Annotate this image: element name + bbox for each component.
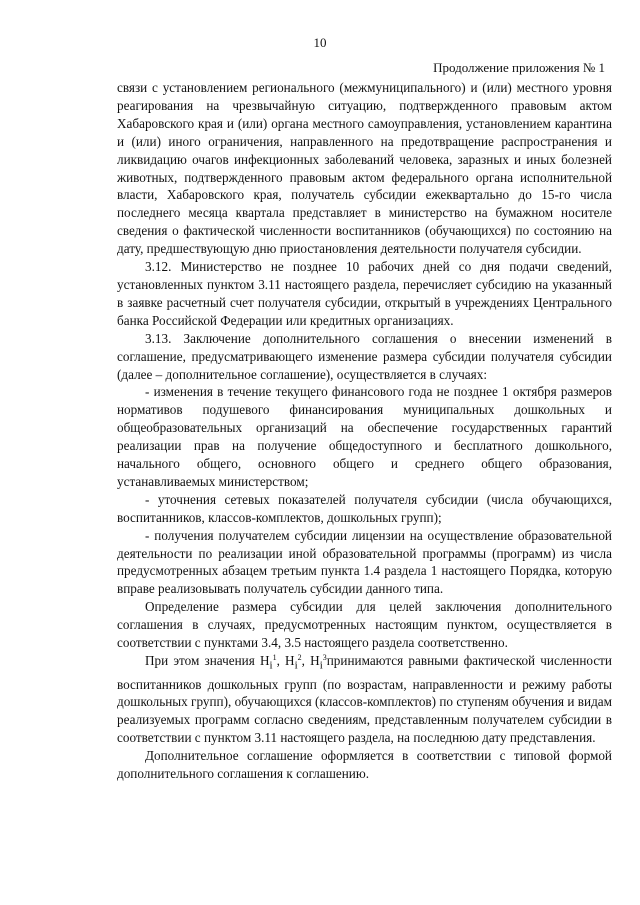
paragraph-additional-agreement: Дополнительное соглашение оформляется в соответствии с типовой формой дополнительного соглашения к соглашению. — [117, 748, 612, 782]
appendix-continuation-note: Продолжение приложения № 1 — [433, 60, 605, 75]
paragraph-continuation: связи с установлением регионального (межмуниципального) и (или) местного уровня реагирования на чрезвычайную ситуацию, подтвержденного правовым актом Хабаровского края и (или) органа местного самоуправления, установлением карантина и (или) иного ограничения, направленного на предотвращение распространения и ликвидацию очагов инфекционных заболеваний человека, заразных и иных болезней животных, подтвержденного правовым актом федерального органа исполнительной власти, Хабаровского края, получатель субсидии ежеквартально до 15-го числа последнего месяца квартала представляет в министерство на бумажном носителе сведения о фактической численности воспитанников (обучающихся) по состоянию на дату, предшествующую дню приостановления деятельности получателя субсидии. — [117, 80, 612, 257]
paragraph-3-12: 3.12. Министерство не позднее 10 рабочих дней со дня подачи сведений, установленных пунктом 3.11 настоящего раздела, перечисляет субсидию на указанный в заявке расчетный счет получателя субсидии, открытый в учреждениях Центрального банка Российской Федерации или кредитных организациях. — [117, 259, 612, 328]
paragraph-subsidy-determination: Определение размера субсидии для целей заключения дополнительного соглашения в случаях, предусмотренных настоящим пунктом, осуществляется в соответствии с пунктами 3.4, 3.5 настоящего раздела соответственно. — [117, 599, 612, 651]
list-item-network-indicators: - уточнения сетевых показателей получателя субсидии (числа обучающихся, воспитанников, классов-комплектов, дошкольных групп); — [117, 491, 612, 525]
list-item-license: - получения получателем субсидии лицензии на осуществление образовательной деятельности по реализации иной образовательной программы (программ) из числа предусмотренных абзацем третьим пункта 1.4 раздела 1 настоящего Порядка, которую вправе реализовывать получатель субсидии данного типа. — [117, 527, 612, 597]
paragraph-values-formula: При этом значения $Н_i^1$, $Н_i^2$, $Н_i^3принимаются$ равными фактической численности воспитанников дошкольных групп (по возрастам, направленности и режиму работы дошкольных групп), обучающихся (классов-комплектов) по ступеням обучения и видам реализуемых программ согласно сведениям, представленным получателем субсидии в соответствии с пунктом 3.11 настоящего раздела, на последнюю дату представления. — [117, 653, 612, 746]
paragraph-3-13: 3.13. Заключение дополнительного соглашения о внесении изменений в соглашение, предусматривающего изменение размера субсидии получателя субсидии (далее – дополнительное соглашение), осуществляется в случаях: — [117, 330, 612, 382]
page-number: 10 — [313, 35, 327, 50]
document-body — [117, 79, 612, 783]
list-item-norms-change: - изменения в течение текущего финансового года не позднее 1 октября размеров нормативов подушевого финансирования муниципальных дошкольных и общеобразовательных организаций на обеспечение государственных гарантий реализации прав на получение общедоступного и бесплатного дошкольного, начального общего, основного общего и среднего общего образования, устанавливаемых министерством; — [117, 384, 612, 489]
